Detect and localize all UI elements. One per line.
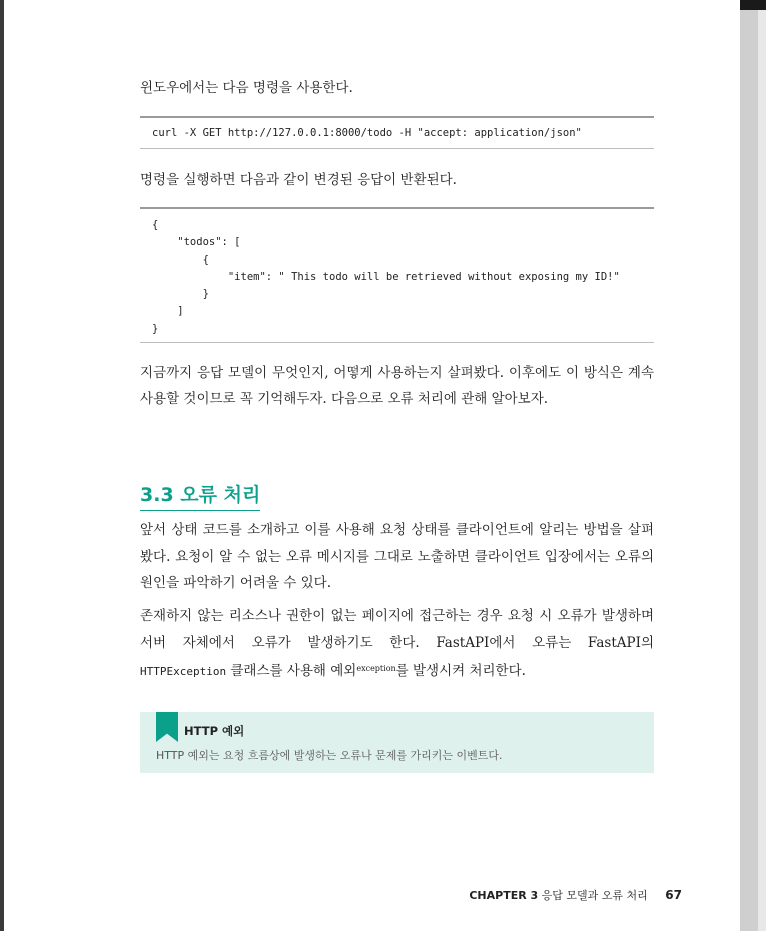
viewer-corner <box>740 0 766 10</box>
code-curl-text: curl -X GET http://127.0.0.1:8000/todo -H "accept: application/json" <box>152 127 582 139</box>
paragraph-errors-text-3: 를 발생시켜 처리한다. <box>395 663 526 679</box>
paragraph-result: 명령을 실행하면 다음과 같이 변경된 응답이 반환된다. <box>140 172 457 188</box>
viewer-edge <box>758 0 766 931</box>
code-block-json <box>140 207 654 343</box>
exception-superscript: exception <box>356 664 396 673</box>
footer-chapter: CHAPTER 3 <box>469 889 539 902</box>
paragraph-errors-text-2: 클래스를 사용해 예외 <box>230 663 357 679</box>
paragraph-summary: 지금까지 응답 모델이 무엇인지, 어떻게 사용하는지 살펴봤다. 이후에도 이 방식은 계속 사용할 것이므로 꼭 기억해두자. 다음으로 오류 처리에 관해 알아보자. <box>140 365 654 407</box>
page-edge <box>740 0 758 931</box>
code-json-text: { "todos": [ { "item": " This todo will be retrieved without exposing my ID!" } ] } <box>152 219 620 335</box>
footer-title: 응답 모델과 오류 처리 <box>541 889 648 902</box>
paragraph-windows: 윈도우에서는 다음 명령을 사용한다. <box>140 80 353 96</box>
paragraph-intro: 앞서 상태 코드를 소개하고 이를 사용해 요청 상태를 클라이언트에 알리는 방법을 살펴봤다. 요청이 알 수 없는 오류 메시지를 그대로 노출하면 클라이언트 입장에서는 오류의 원인을 파악하기 어려울 수 있다. <box>140 522 654 591</box>
code-block-curl <box>140 116 654 149</box>
page-number: 67 <box>665 888 682 902</box>
note-title: HTTP 예외 <box>184 724 245 738</box>
note-box <box>140 712 654 773</box>
section-heading: 3.3 오류 처리 <box>140 480 260 511</box>
note-body: HTTP 예외는 요청 흐름상에 발생하는 오류나 문제를 가리키는 이벤트다. <box>156 749 503 762</box>
bookmark-icon <box>156 712 178 742</box>
httpexception-code: HTTPException <box>140 665 227 678</box>
page-footer <box>469 887 682 903</box>
paragraph-errors-text-1: 존재하지 않는 리소스나 권한이 없는 페이지에 접근하는 경우 요청 시 오류가 발생하며 서버 자체에서 오류가 발생하기도 한다. FastAPI에서 오류는 FastAPI의 <box>140 608 654 651</box>
paragraph-errors <box>140 603 654 686</box>
